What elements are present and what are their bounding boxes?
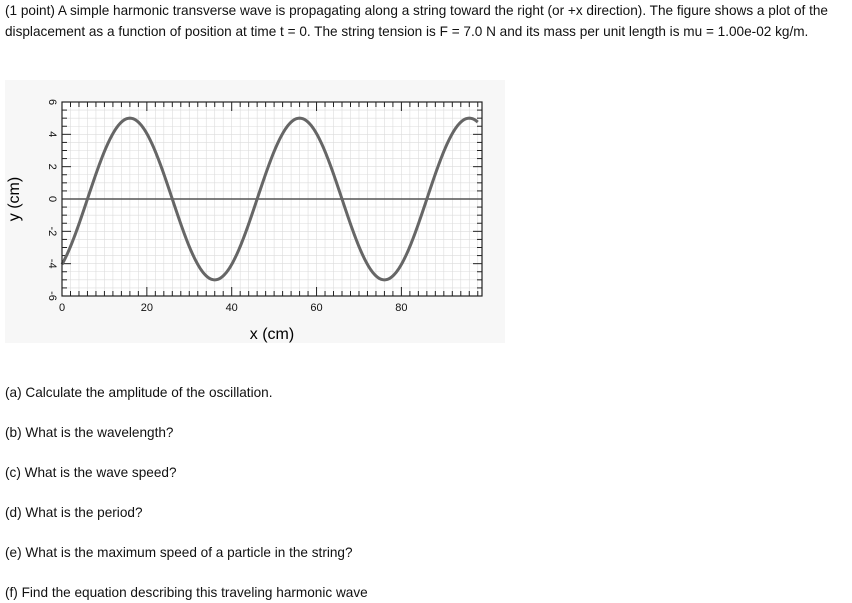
question-c: (c) What is the wave speed? [5,465,177,480]
question-f: (f) Find the equation describing this traveling harmonic wave [5,585,368,600]
x-tick-label: 80 [395,302,408,314]
question-b: (b) What is the wavelength? [5,425,174,440]
x-tick-label: 20 [140,302,153,314]
question-a: (a) Calculate the amplitude of the oscillation. [5,385,273,400]
y-tick-label: 0 [46,195,58,203]
y-tick-label: -2 [46,226,58,237]
x-tick-label: 0 [58,302,66,314]
y-axis-label: y (cm) [6,176,23,222]
x-tick-label: 60 [310,302,323,314]
wave-figure [5,80,505,343]
question-d: (d) What is the period? [5,505,143,520]
y-tick-label: -4 [46,258,58,269]
question-e: (e) What is the maximum speed of a particle in the string? [5,545,353,560]
problem-intro: (1 point) A simple harmonic transverse wave is propagating along a string toward the right (or +x direction). The figure shows a plot of the displacement as a function of position at time t = 0. The string tension is F = 7.0 N and its mass per unit length is mu = 1.00e-02 kg/m. [5,3,828,39]
y-tick-label: -6 [46,291,58,301]
y-tick-label: 6 [46,98,58,106]
x-axis-label: x (cm) [249,326,295,343]
x-tick-label: 40 [225,302,238,314]
y-tick-label: 2 [46,163,58,170]
wave-chart [5,80,505,343]
y-tick-label: 4 [46,131,58,138]
